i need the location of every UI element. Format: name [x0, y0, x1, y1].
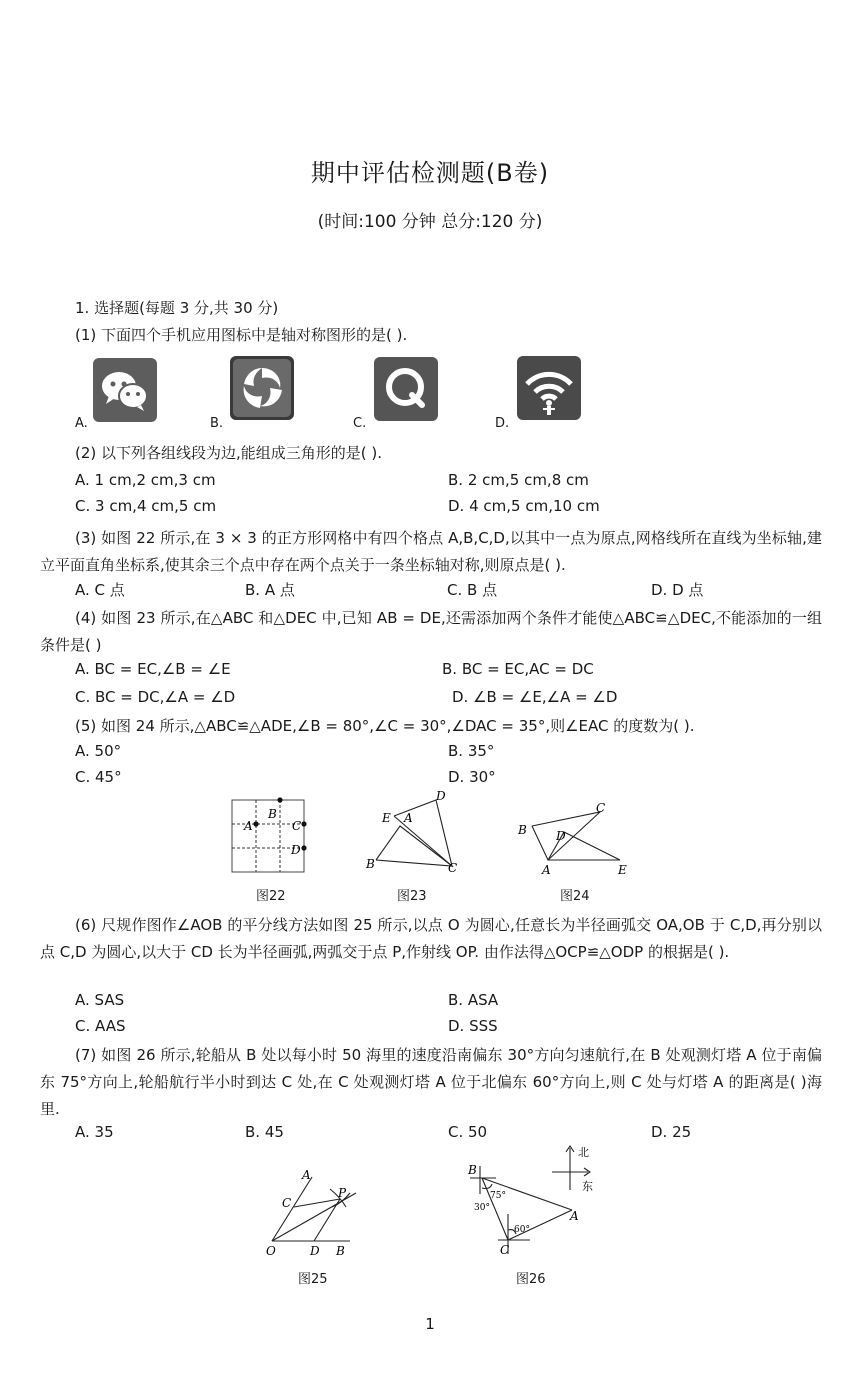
q3-option-c: C. B 点: [447, 581, 498, 599]
figure-26-caption: 图26: [516, 1272, 546, 1287]
q3-option-b: B. A 点: [245, 581, 295, 599]
q2-option-c: C. 3 cm,4 cm,5 cm: [75, 497, 217, 515]
page-number: 1: [425, 1315, 435, 1333]
q3-option-a: A. C 点: [75, 581, 125, 599]
fig22-label-a: A: [244, 819, 253, 833]
q4-option-b: B. BC = EC,AC = DC: [442, 660, 594, 678]
q3-option-d: D. D 点: [651, 581, 704, 599]
fig26-label-east: 东: [582, 1180, 593, 1193]
q5-option-a: A. 50°: [75, 742, 122, 760]
q4-option-a: A. BC = EC,∠B = ∠E: [75, 660, 231, 678]
fig26-angle-60: 60°: [514, 1225, 530, 1235]
q7-option-d: D. 25: [651, 1123, 692, 1141]
fig25-label-a: A: [302, 1168, 311, 1182]
q2-stem: (2) 以下列各组线段为边,能组成三角形的是( ).: [75, 444, 383, 462]
fig25-label-d: D: [310, 1244, 320, 1258]
fig26-label-b: B: [468, 1163, 477, 1177]
figure-22: [228, 796, 310, 876]
fig25-label-b: B: [336, 1244, 345, 1258]
q4-option-c: C. BC = DC,∠A = ∠D: [75, 688, 236, 706]
figure-26: [460, 1144, 610, 1260]
figure-25: [262, 1163, 362, 1259]
fig24-label-e: E: [618, 863, 627, 877]
fig22-label-b: B: [268, 807, 277, 821]
q6-option-d: D. SSS: [448, 1017, 498, 1035]
q6-stem: (6) 尺规作图作∠AOB 的平分线方法如图 25 所示,以点 O 为圆心,任意长为半径画弧交 OA,OB 于 C,D,再分别以点 C,D 为圆心,以大于 CD 长为半径画弧,两弧交于点 P,作射线 OP. 由作法得△OCP≌△ODP 的根据是( ).: [40, 916, 822, 961]
q7-option-a: A. 35: [75, 1123, 114, 1141]
fig26-label-a: A: [570, 1209, 579, 1223]
fig26-angle-30: 30°: [474, 1203, 490, 1213]
fig24-label-b: B: [518, 823, 527, 837]
q1-stem: (1) 下面四个手机应用图标中是轴对称图形的是( ).: [75, 326, 408, 344]
figure-25-caption: 图25: [298, 1272, 328, 1287]
q2-option-b: B. 2 cm,5 cm,8 cm: [448, 471, 589, 489]
q4-option-d: D. ∠B = ∠E,∠A = ∠D: [452, 688, 618, 706]
q5-stem: (5) 如图 24 所示,△ABC≌△ADE,∠B = 80°,∠C = 30°,∠DAC = 35°,则∠EAC 的度数为( ).: [75, 717, 695, 735]
q7-option-c: C. 50: [448, 1123, 488, 1141]
q7-option-b: B. 45: [245, 1123, 284, 1141]
q1-label-a: A.: [75, 416, 88, 431]
exam-info: (时间:100 分钟 总分:120 分): [317, 212, 543, 232]
fig23-label-c: C: [448, 861, 458, 875]
fig25-label-c: C: [282, 1196, 292, 1210]
q2-option-a: A. 1 cm,2 cm,3 cm: [75, 471, 216, 489]
q2-option-d: D. 4 cm,5 cm,10 cm: [448, 497, 600, 515]
fig23-label-a: A: [404, 811, 413, 825]
figure-24: [514, 798, 634, 880]
q5-option-b: B. 35°: [448, 742, 495, 760]
q4-stem: (4) 如图 23 所示,在△ABC 和△DEC 中,已知 AB = DE,还需添加两个条件才能使△ABC≌△DEC,不能添加的一组条件是( ): [40, 609, 822, 654]
fig25-label-o: O: [266, 1244, 276, 1258]
weibo-swirl-icon: [230, 356, 294, 420]
fig23-label-b: B: [366, 857, 375, 871]
q1-label-c: C.: [353, 416, 367, 431]
figure-23: [364, 788, 464, 878]
fig24-label-d: D: [556, 829, 566, 843]
fig23-label-e: E: [382, 811, 391, 825]
fig26-angle-75: 75°: [490, 1191, 506, 1201]
q7-stem: (7) 如图 26 所示,轮船从 B 处以每小时 50 海里的速度沿南偏东 30°方向匀速航行,在 B 处观测灯塔 A 位于南偏东 75°方向上,轮船航行半小时到达 C 处,在 C 处观测灯塔 A 位于北偏东 60°方向上,则 C 处与灯塔 A 的距离是( )海里.: [40, 1046, 822, 1118]
fig24-label-c: C: [596, 801, 606, 815]
figure-22-caption: 图22: [256, 889, 286, 904]
section-heading: 1. 选择题(每题 3 分,共 30 分): [75, 299, 279, 317]
wifi-icon: [517, 356, 581, 420]
q-letter-icon: [374, 357, 438, 421]
fig24-label-a: A: [542, 863, 551, 877]
page-title: 期中评估检测题(B卷): [310, 159, 550, 187]
wechat-icon: [93, 358, 157, 422]
q1-label-b: B.: [210, 416, 224, 431]
q6-option-c: C. AAS: [75, 1017, 126, 1035]
q5-option-c: C. 45°: [75, 768, 122, 786]
fig22-label-c: C: [292, 819, 302, 833]
fig26-label-c: C: [500, 1243, 510, 1257]
fig23-label-d: D: [436, 789, 446, 803]
q1-label-d: D.: [495, 416, 510, 431]
q3-stem: (3) 如图 22 所示,在 3 × 3 的正方形网格中有四个格点 A,B,C,D,以其中一点为原点,网格线所在直线为坐标轴,建立平面直角坐标系,使其余三个点中存在两个点关于一条坐标轴对称,则原点是( ).: [40, 529, 822, 574]
q6-option-b: B. ASA: [448, 991, 499, 1009]
fig22-label-d: D: [291, 843, 301, 857]
q6-option-a: A. SAS: [75, 991, 125, 1009]
figure-23-caption: 图23: [397, 889, 427, 904]
figure-24-caption: 图24: [560, 889, 590, 904]
fig26-label-north: 北: [578, 1146, 589, 1159]
fig25-label-p: P: [338, 1186, 347, 1200]
q5-option-d: D. 30°: [448, 768, 496, 786]
